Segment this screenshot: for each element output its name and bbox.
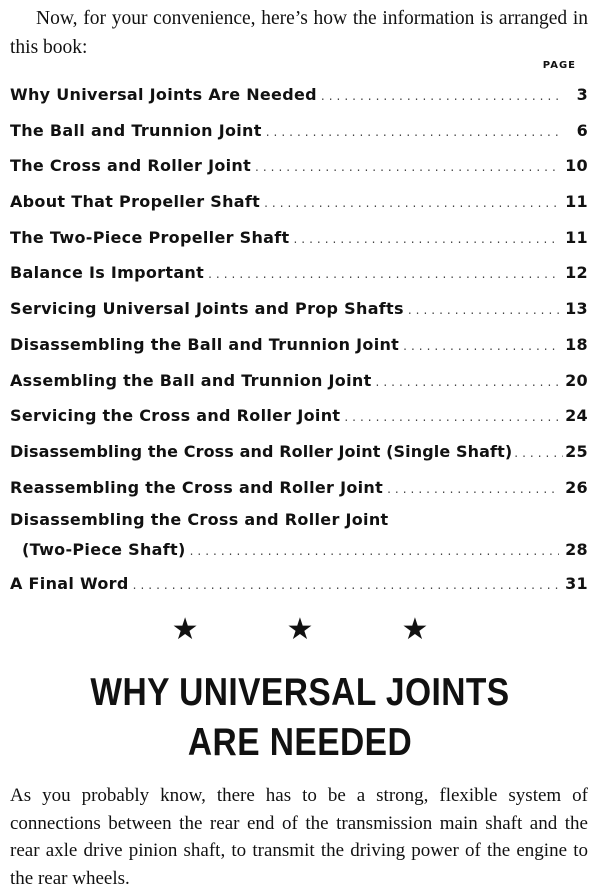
toc-entry-title: The Ball and Trunnion Joint [10, 120, 262, 140]
toc-entry-page: 24 [565, 406, 588, 426]
dot-leader [403, 329, 559, 365]
toc-entry-page: 31 [565, 574, 588, 594]
section-heading-line: WHY UNIVERSAL JOINTS [90, 671, 510, 714]
toc-entry-title: Assembling the Ball and Trunnion Joint [10, 370, 372, 390]
dot-leader [514, 436, 563, 472]
dot-leader [293, 222, 559, 258]
toc-entry[interactable] [10, 255, 588, 291]
dot-leader [321, 79, 560, 115]
toc-entry[interactable] [10, 184, 588, 220]
toc-entry[interactable] [10, 470, 588, 506]
section-heading-line: ARE NEEDED [187, 721, 413, 764]
toc-entry-title: Servicing the Cross and Roller Joint [10, 406, 341, 426]
toc-entry[interactable] [10, 291, 588, 327]
intro-paragraph: Now, for your convenience, here’s how the information is arranged in this book: [10, 8, 588, 58]
toc-entry-title: Disassembling the Ball and Trunnion Joint [10, 334, 400, 354]
toc-entry-page: 11 [565, 227, 588, 247]
toc-entry-title: Servicing Universal Joints and Prop Shafts [10, 299, 404, 319]
toc-entry[interactable] [10, 363, 588, 399]
body-paragraph: As you probably know, there has to be a strong, flexible system of connections between the rear end of the transmission main shaft and the rear axle drive pinion shaft, to transmit the driving power of the engine to the rear wheels. [10, 785, 588, 889]
toc-entry[interactable] [10, 398, 588, 434]
toc-entry-title: A Final Word [10, 574, 129, 594]
dot-leader [376, 365, 560, 401]
dot-leader [133, 568, 560, 604]
toc-entry-title: Reassembling the Cross and Roller Joint [10, 477, 384, 497]
toc-entry-page: 25 [565, 441, 588, 461]
toc-entry-title-continued: (Two-Piece Shaft) [22, 540, 186, 560]
toc-entry-title: Disassembling the Cross and Roller Joint (Single Shaft) [10, 441, 513, 461]
toc-entry[interactable] [10, 505, 588, 566]
toc-entry-title: Balance Is Important [10, 263, 205, 283]
table-of-contents [10, 77, 588, 602]
star-divider [0, 612, 600, 647]
star-icon: ★ [286, 612, 314, 647]
section-heading [42, 668, 558, 768]
toc-entry-page: 20 [565, 370, 588, 390]
toc-entry-title: The Cross and Roller Joint [10, 156, 252, 176]
toc-entry-page: 10 [565, 156, 588, 176]
toc-entry-page: 26 [565, 477, 588, 497]
toc-entry-title: Why Universal Joints Are Needed [10, 85, 317, 104]
dot-leader [408, 293, 559, 329]
dot-leader [255, 150, 559, 186]
toc-entry[interactable] [10, 327, 588, 363]
toc-entry-page: 6 [576, 120, 588, 140]
toc-entry-page: 3 [576, 85, 588, 104]
dot-leader [266, 115, 560, 151]
dot-leader [190, 536, 560, 566]
star-icon: ★ [401, 612, 429, 647]
toc-entry-title: The Two-Piece Propeller Shaft [10, 227, 290, 247]
toc-entry-title: About That Propeller Shaft [10, 192, 261, 212]
toc-entry[interactable] [10, 220, 588, 256]
dot-leader [208, 257, 559, 293]
toc-entry[interactable] [10, 434, 588, 470]
toc-entry-title: Disassembling the Cross and Roller Joint [10, 510, 389, 530]
dot-leader [264, 186, 559, 222]
star-icon: ★ [171, 612, 199, 647]
toc-entry-page: 28 [565, 540, 588, 560]
toc-entry[interactable] [10, 113, 588, 149]
toc-entry-page: 13 [565, 299, 588, 319]
page-column-label: PAGE [542, 60, 576, 71]
toc-entry[interactable] [10, 77, 588, 113]
toc-entry[interactable] [10, 566, 588, 602]
toc-entry-page: 12 [565, 263, 588, 283]
toc-entry-page: 18 [565, 334, 588, 354]
toc-entry[interactable] [10, 148, 588, 184]
dot-leader [344, 400, 559, 436]
dot-leader [387, 472, 559, 508]
toc-entry-page: 11 [565, 192, 588, 212]
